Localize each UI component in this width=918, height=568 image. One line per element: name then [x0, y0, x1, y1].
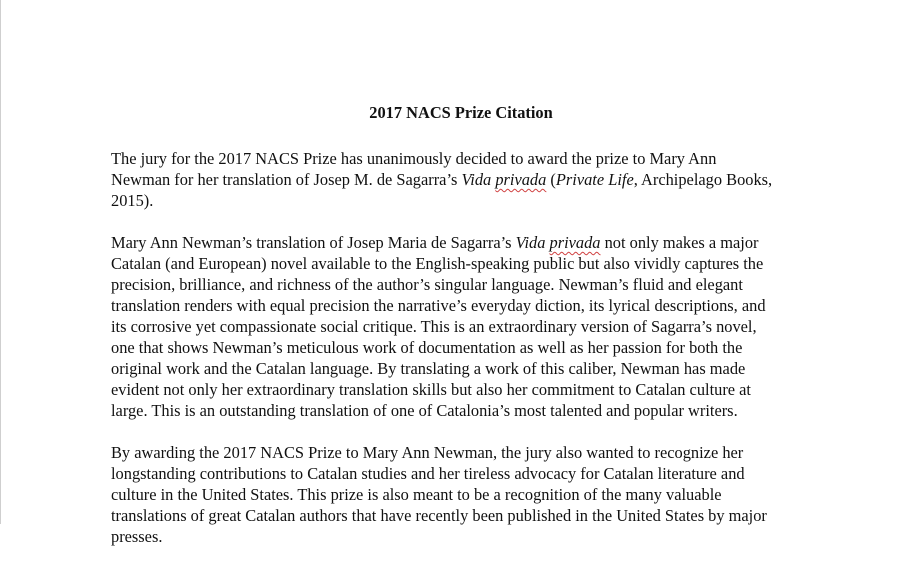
paragraph-2-line-5: its corrosive yet compassionate social critique. This is an extraordinary version of Sagarra’s novel,: [111, 317, 757, 336]
paragraph-3-line-3: culture in the United States. This prize is also meant to be a recognition of the many valuable: [111, 485, 722, 504]
paragraph-2-line-9: large. This is an outstanding translation of one of Catalonia’s most talented and popular writers.: [111, 401, 738, 420]
book-title-italic: Vida: [515, 233, 550, 252]
paragraph-3: [111, 442, 901, 547]
text-run: Newman for her translation of Josep M. de Sagarra’s: [111, 170, 462, 189]
text-run: not only makes a major: [600, 233, 759, 252]
paragraph-1-line-1: The jury for the 2017 NACS Prize has unanimously decided to award the prize to Mary Ann: [111, 149, 717, 168]
english-title-italic: Private Life: [555, 170, 634, 189]
paragraph-1-line-3: 2015).: [111, 191, 154, 210]
paragraph-3-line-2: longstanding contributions to Catalan studies and her tireless advocacy for Catalan literature and: [111, 464, 745, 483]
document-title: 2017 NACS Prize Citation: [369, 103, 553, 122]
book-title-italic: Vida: [461, 170, 496, 189]
text-run: (: [546, 170, 556, 189]
paragraph-2-line-2: Catalan (and European) novel available to the English-speaking public but also vividly captures the: [111, 254, 764, 273]
document-body: [111, 101, 901, 568]
paragraph-3-line-4: translations of great Catalan authors that have recently been published in the United States by major: [111, 506, 767, 525]
paragraph-3-line-5: presses.: [111, 527, 163, 546]
paragraph-2-line-3: precision, brilliance, and richness of the author’s singular language. Newman’s fluid and elegant: [111, 275, 743, 294]
paragraph-2-line-7: original work and the Catalan language. By translating a work of this caliber, Newman has made: [111, 359, 746, 378]
text-run: Mary Ann Newman’s translation of Josep Maria de Sagarra’s: [111, 233, 516, 252]
paragraph-2-line-4: translation renders with equal precision the narrative’s everyday diction, its lyrical descriptions, and: [111, 296, 766, 315]
paragraph-3-line-1: By awarding the 2017 NACS Prize to Mary Ann Newman, the jury also wanted to recognize her: [111, 443, 744, 462]
paragraph-2-line-6: one that shows Newman’s meticulous work of documentation as well as her passion for both the: [111, 338, 743, 357]
paragraph-1: [111, 148, 901, 211]
book-title-italic-spellcheck: privada: [549, 233, 601, 252]
text-run: , Archipelago Books,: [633, 170, 773, 189]
paragraph-1-line-2: [111, 169, 901, 190]
paragraph-2-line-8: evident not only her extraordinary translation skills but also her commitment to Catalan culture at: [111, 380, 751, 399]
book-title-italic-spellcheck: privada: [495, 170, 547, 189]
paragraph-2: [111, 232, 901, 421]
paragraph-2-line-1: [111, 232, 901, 253]
